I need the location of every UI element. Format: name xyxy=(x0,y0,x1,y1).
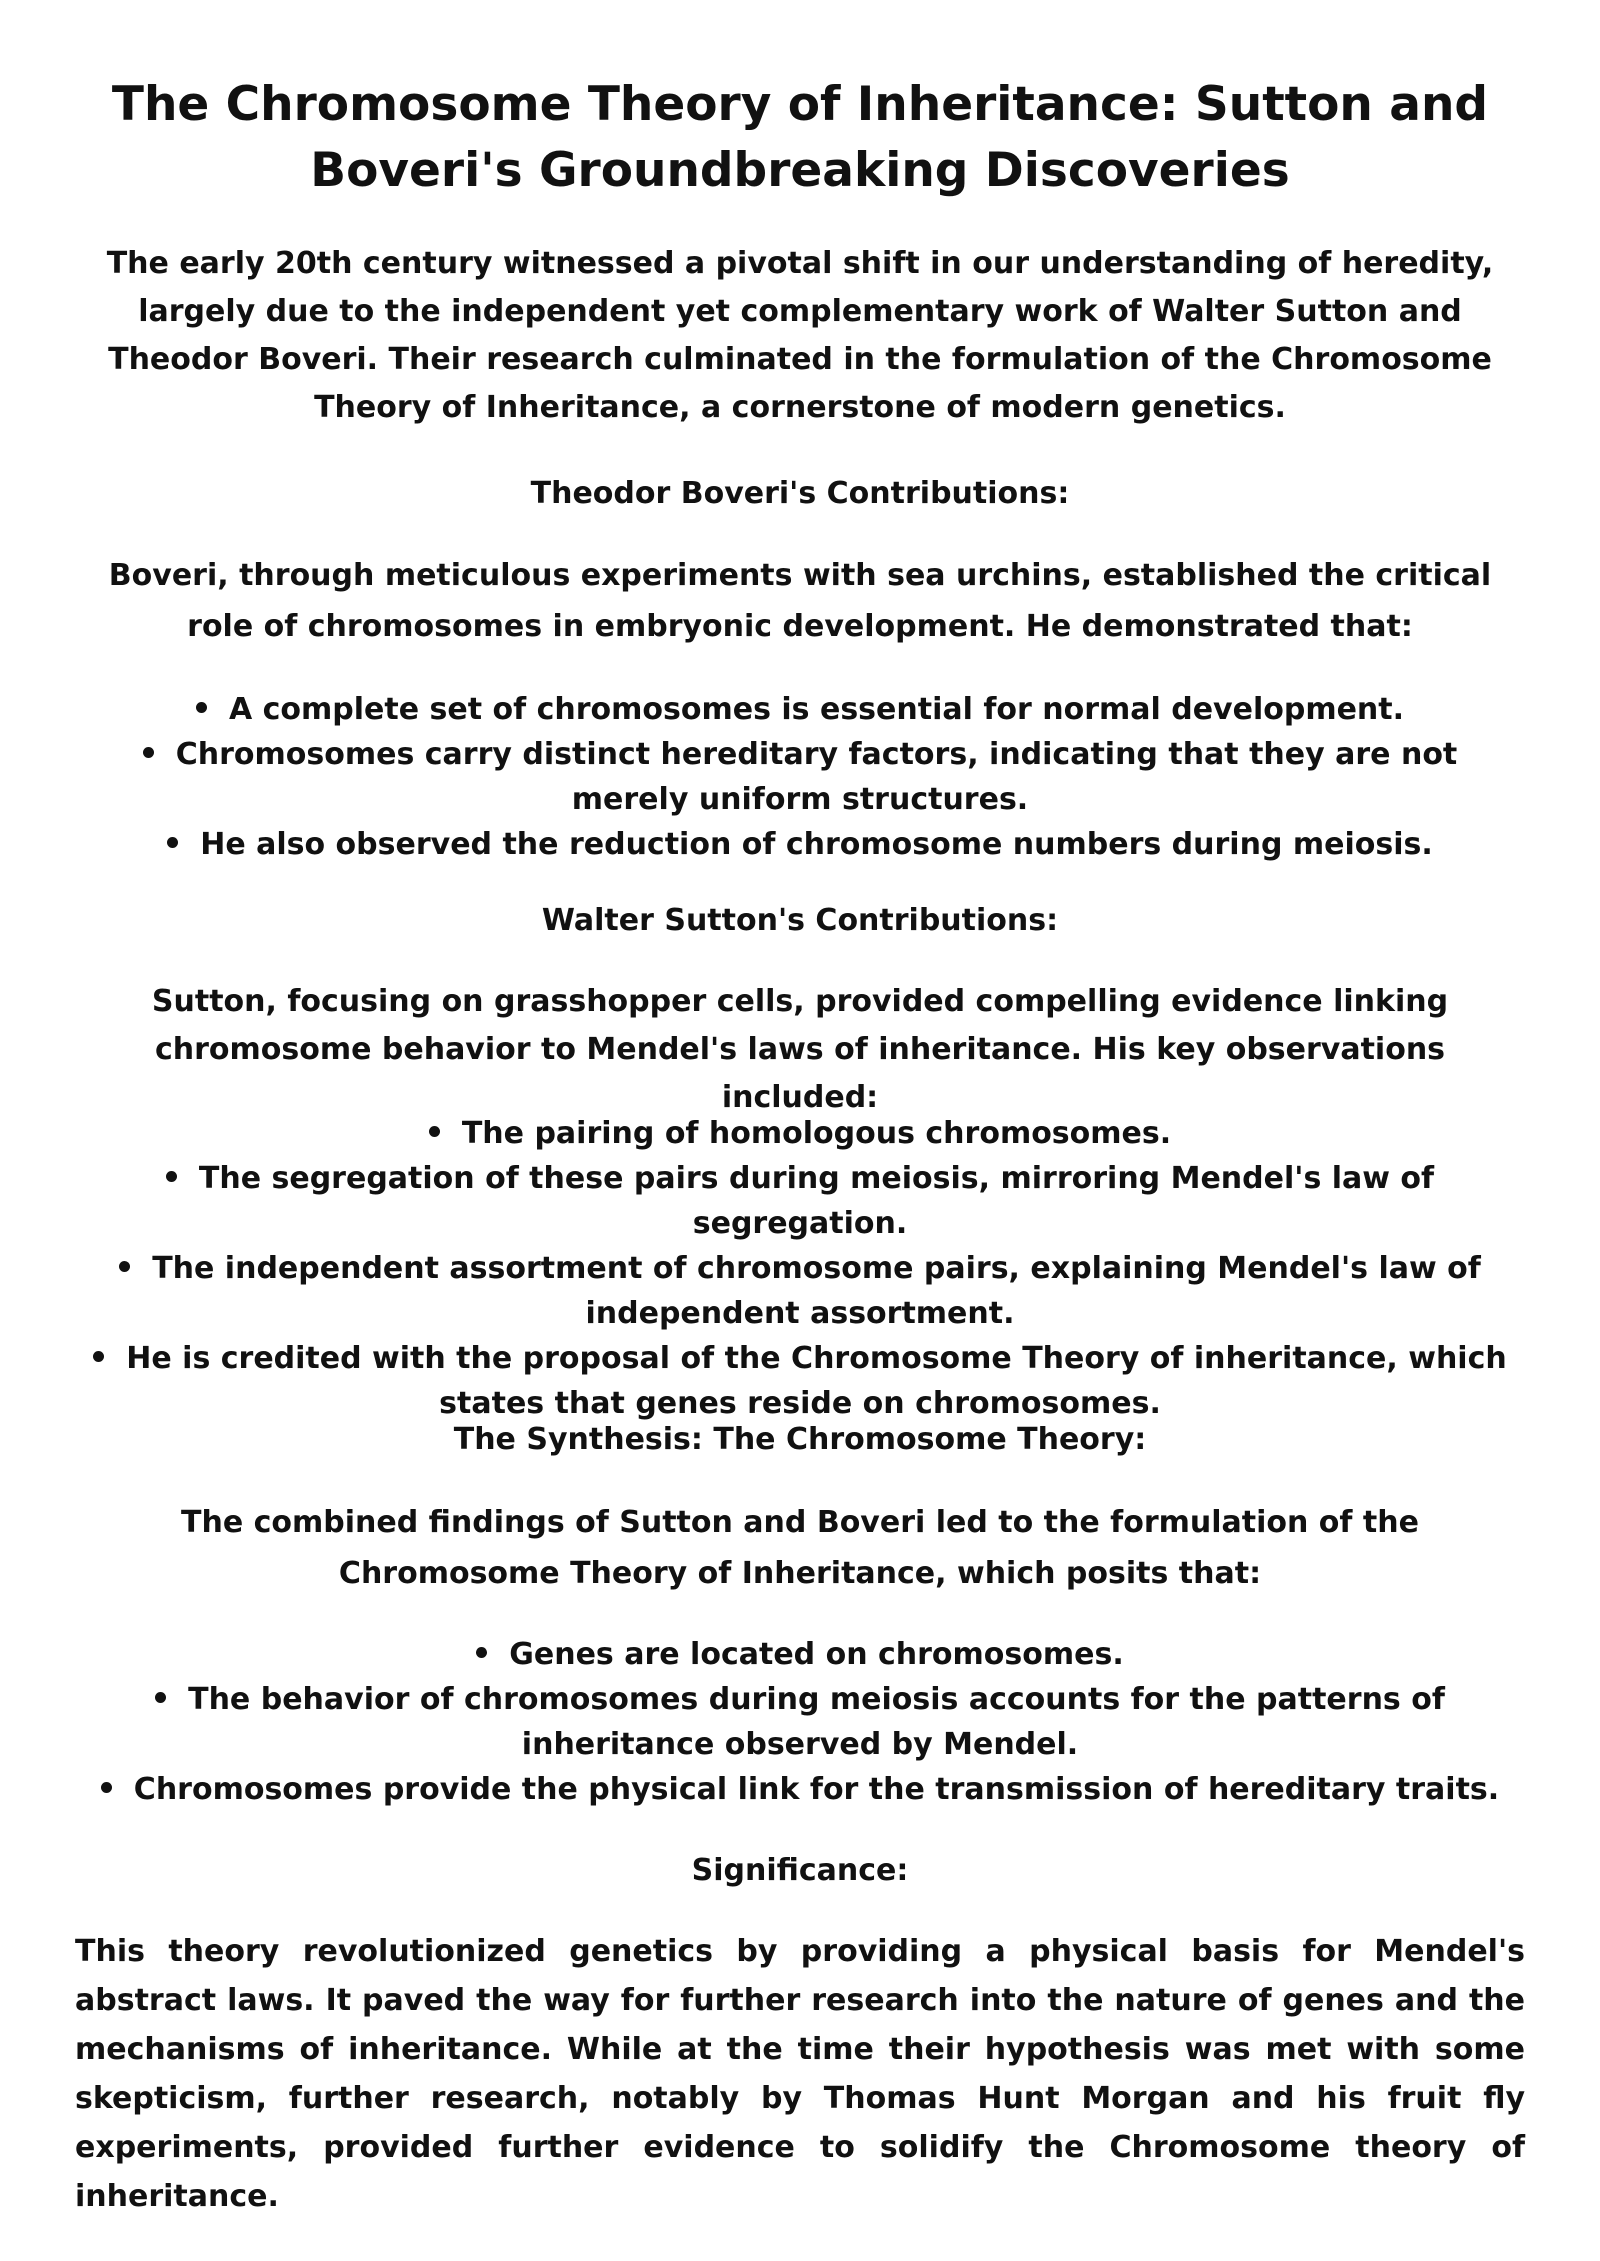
bullet-icon xyxy=(119,1261,130,1272)
bullet-icon xyxy=(101,1782,112,1793)
synthesis-heading: The Synthesis: The Chromosome Theory: xyxy=(453,1422,1147,1457)
list-item xyxy=(140,732,1460,822)
list-item-text: Chromosomes carry distinct hereditary factors, indicating that they are not merely uniform structures. xyxy=(175,737,1458,817)
bullet-icon xyxy=(166,1171,177,1182)
list-item xyxy=(100,1677,1500,1767)
list-item xyxy=(100,1767,1500,1812)
bullet-icon xyxy=(93,1351,104,1362)
list-item xyxy=(140,687,1460,732)
intro-paragraph: The early 20th century witnessed a pivotal shift in our understanding of heredity, largely due to the independent yet complementary work of Walter Sutton and Theodor Boveri. Their research culminated in the formulation of the Chromosome Theory of Inheritance, a cornerstone of modern genetics. xyxy=(106,246,1494,425)
synthesis-paragraph: The combined findings of Sutton and Boveri led to the formulation of the Chromosome Theory of Inheritance, which posits that: xyxy=(181,1505,1419,1591)
document-title: The Chromosome Theory of Inheritance: Sutton and Boveri's Groundbreaking Discoveries xyxy=(111,77,1489,198)
sutton-bullet-list xyxy=(85,1111,1515,1426)
bullet-icon xyxy=(429,1126,440,1137)
boveri-heading: Theodor Boveri's Contributions: xyxy=(530,476,1070,511)
bullet-icon xyxy=(155,1692,166,1703)
bullet-icon xyxy=(476,1647,487,1658)
boveri-paragraph: Boveri, through meticulous experiments with sea urchins, established the critical role of chromosomes in embryonic development. He demonstrated that: xyxy=(108,558,1492,644)
list-item-text: Chromosomes provide the physical link for the transmission of hereditary traits. xyxy=(133,1772,1500,1807)
list-item xyxy=(85,1156,1515,1246)
synthesis-bullet-list xyxy=(100,1632,1500,1812)
list-item xyxy=(85,1111,1515,1156)
list-item xyxy=(100,1632,1500,1677)
list-item-text: The pairing of homologous chromosomes. xyxy=(461,1116,1172,1151)
list-item-text: A complete set of chromosomes is essential for normal development. xyxy=(228,692,1405,727)
bullet-icon xyxy=(196,702,207,713)
list-item-text: He is credited with the proposal of the Chromosome Theory of inheritance, which states that genes reside on chromosomes. xyxy=(126,1341,1507,1421)
list-item-text: The independent assortment of chromosome pairs, explaining Mendel's law of independent assortment. xyxy=(152,1251,1481,1331)
list-item-text: Genes are located on chromosomes. xyxy=(509,1637,1124,1672)
list-item-text: The behavior of chromosomes during meiosis accounts for the patterns of inheritance observed by Mendel. xyxy=(188,1682,1445,1762)
sutton-heading: Walter Sutton's Contributions: xyxy=(541,903,1059,938)
list-item xyxy=(85,1246,1515,1336)
list-item-text: He also observed the reduction of chromosome numbers during meiosis. xyxy=(200,827,1433,862)
sutton-paragraph: Sutton, focusing on grasshopper cells, provided compelling evidence linking chromosome behavior to Mendel's laws of inheritance. His key observations included: xyxy=(151,984,1449,1115)
bullet-icon xyxy=(143,747,154,758)
list-item xyxy=(140,822,1460,867)
list-item xyxy=(85,1336,1515,1426)
bullet-icon xyxy=(167,837,178,848)
significance-heading: Significance: xyxy=(691,1853,909,1888)
significance-paragraph: This theory revolutionized genetics by providing a physical basis for Mendel's abstract laws. It paved the way for further research into the nature of genes and the mechanisms of inheritance. While at the time their hypothesis was met with some skepticism, further research, notably by Thomas Hunt Morgan and his fruit fly experiments, provided further evidence to solidify the Chromosome theory of inheritance. xyxy=(75,1934,1525,2214)
boveri-bullet-list xyxy=(140,687,1460,867)
list-item-text: The segregation of these pairs during meiosis, mirroring Mendel's law of segregation. xyxy=(198,1161,1435,1241)
